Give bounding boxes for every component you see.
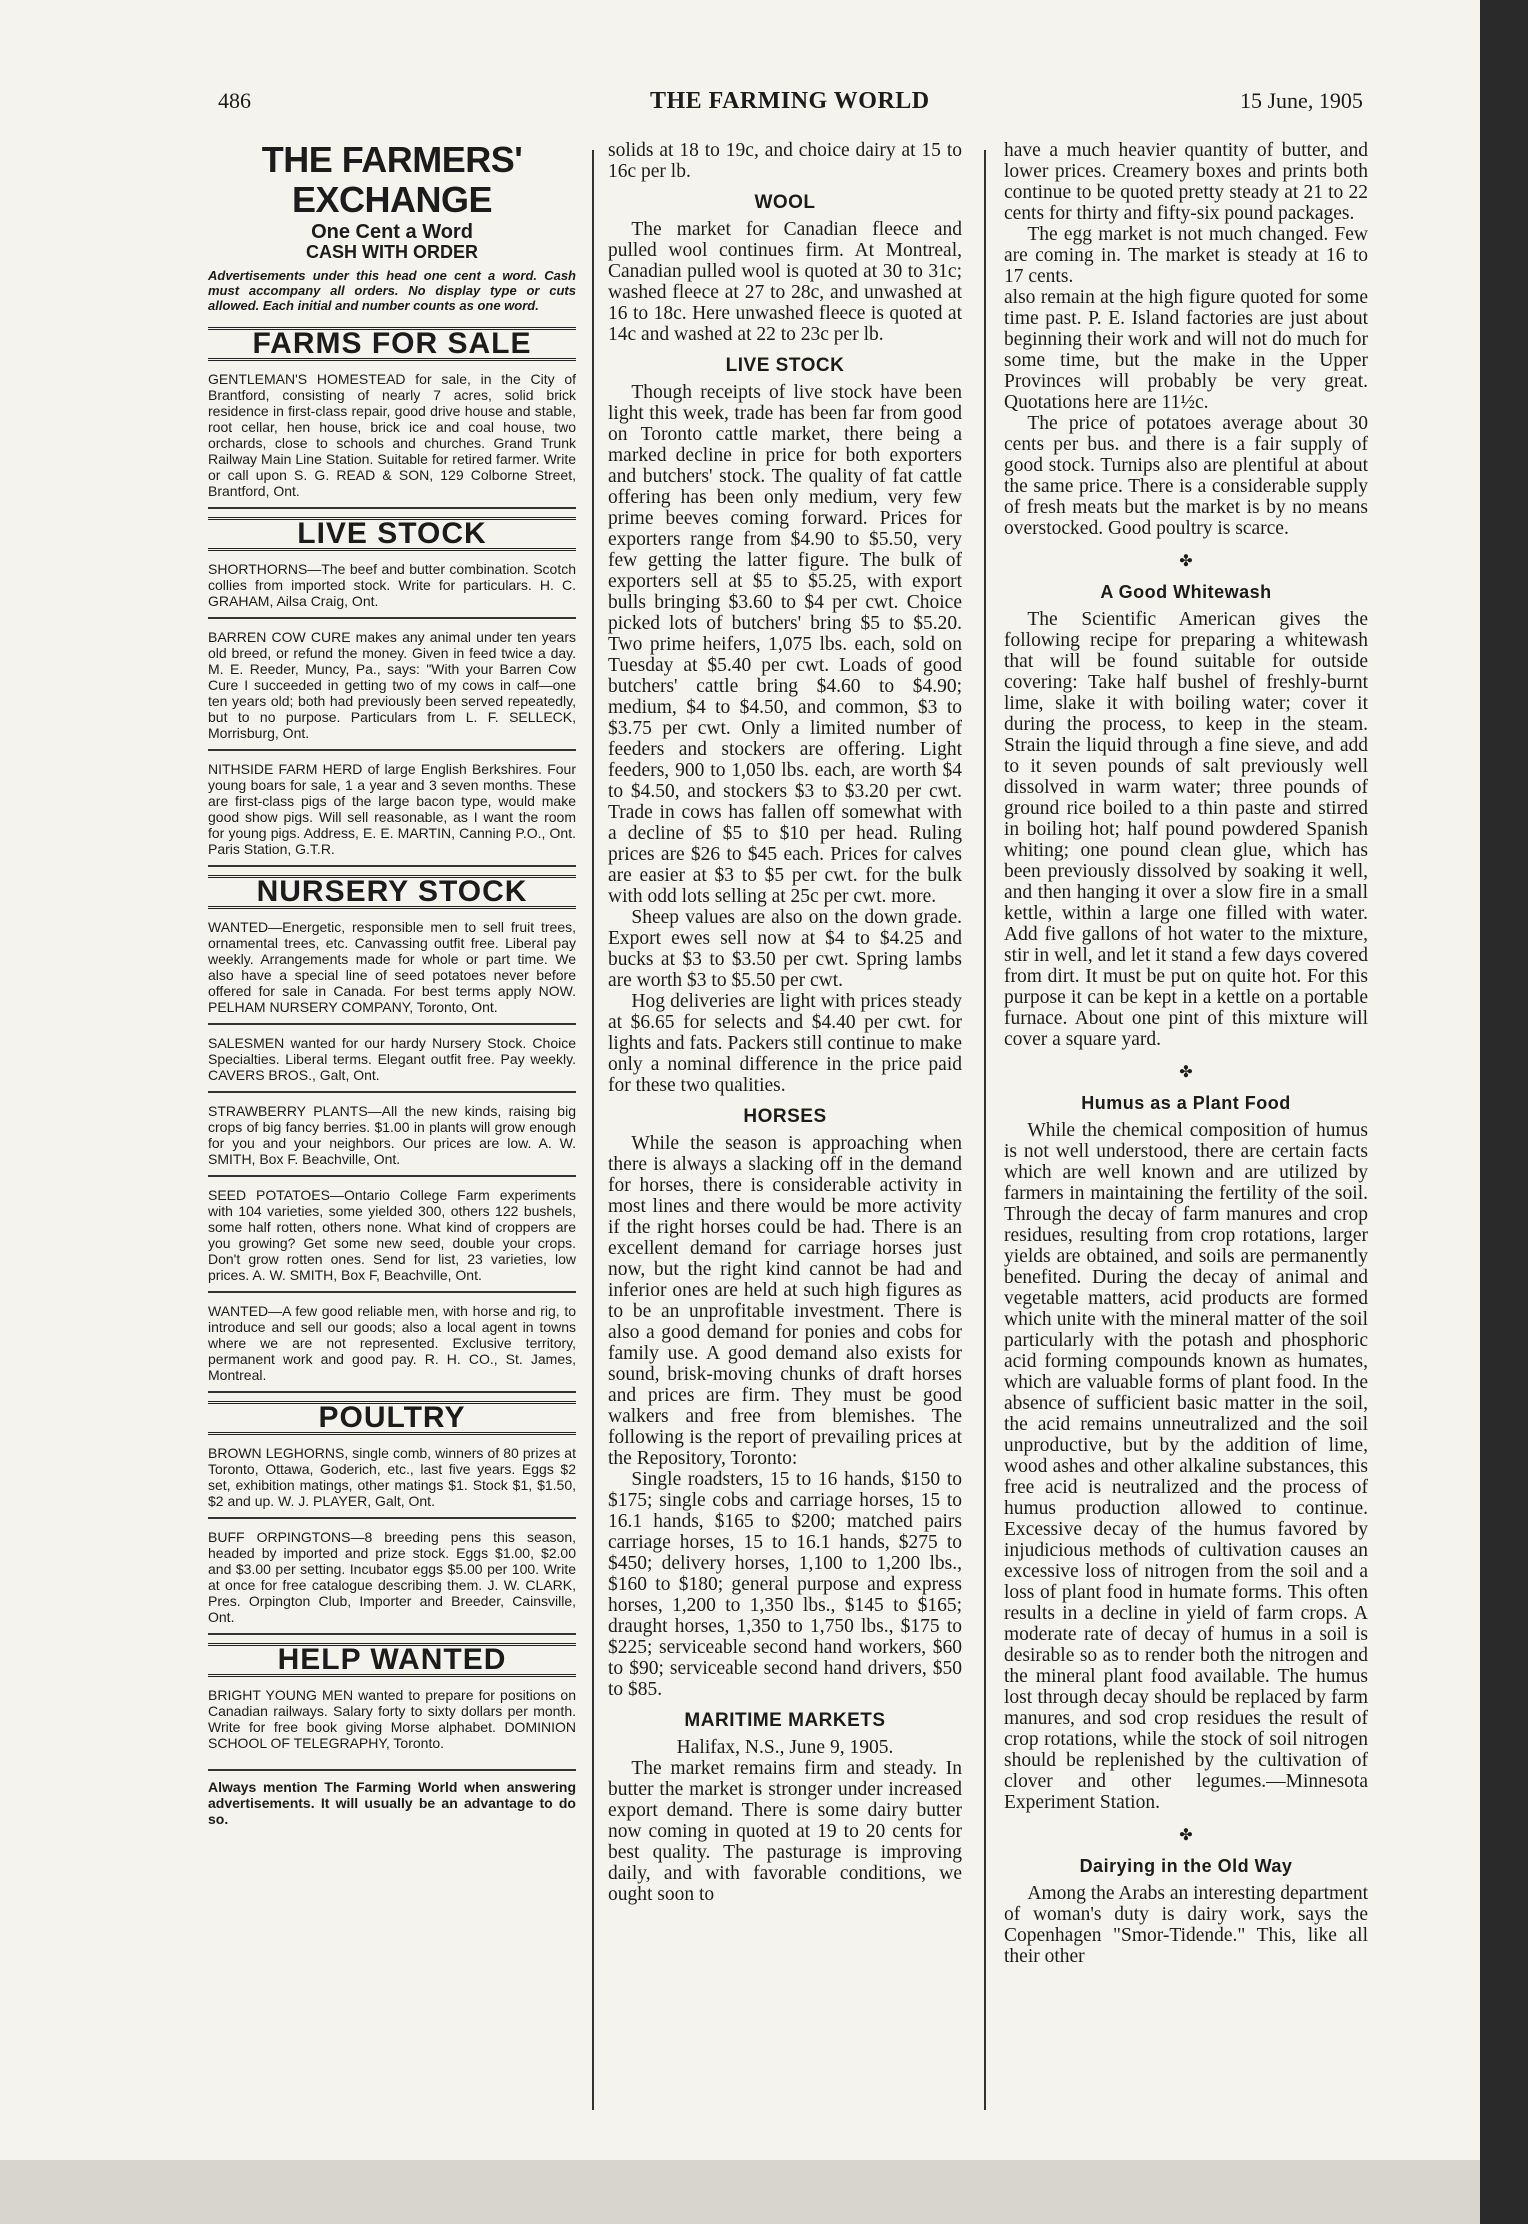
classified-ad: SHORTHORNS—The beef and butter combination. Scotch collies from imported stock. Write for particulars. H. C. GRAHAM, Ailsa Craig, Ont. — [208, 551, 576, 619]
classified-ad: SEED POTATOES—Ontario College Farm experiments with 104 varieties, some yielded 300, others 122 bushels, some half rotten, others none. What kind of croppers are you growing? Get some new seed, double your crops. Don't grow rotten ones. Send for list, 23 varieties, low prices. A. W. SMITH, Box F, Beachville, Ont. — [208, 1177, 576, 1293]
humus-text: While the chemical composition of humus is not well understood, there are certain facts which are well known and are utilized by farmers in maintaining the fertility of the soil. Through the decay of farm manures and crop residues, resulting from crop rotations, larger yields are obtained, and soils are permanently benefited. During the decay of animal and vegetable matters, acid products are formed which unite with the mineral matter of the soil particularly with the potash and phosphoric acid forming compounds known as humates, which are valuable forms of plant food. In the absence of sufficient basic matter in the soil, the acid remains unneutralized and the soil unproductive, but by the addition of lime, wood ashes and other alkaline substances, this free acid is neutralized and the process of humus production allowed to continue. Excessive decay of the humus favored by injudicious methods of cultivation causes an excessive loss of nitrogen from the soil and a loss of plant food in humate forms. This often results in a decline in yield of farm crops. A moderate rate of decay of humus in a soil is desirable so as to render both the nitrogen and the mineral plant food available. The humus lost through decay should be replaced by farm manures, and sod crop residues the result of crop rotations, while the stock of soil nitrogen should be replenished by the cultivation of clover and other legumes.—Minnesota Experiment Station. — [1004, 1120, 1368, 1813]
maritime-dateline: Halifax, N.S., June 9, 1905. — [676, 1737, 894, 1758]
column-rule — [592, 150, 594, 2110]
wool-text: The market for Canadian fleece and pulled wool continues firm. At Montreal, Canadian pulled wool is quoted at 30 to 31c; washed fleece at 27 to 28c, and unwashed at 16 to 18c. Here unwashed fleece is quoted at 14c and washed at 22 to 23c per lb. — [608, 219, 962, 345]
section-separator: ✤ — [1179, 553, 1193, 570]
classified-ad: BROWN LEGHORNS, single comb, winners of 80 prizes at Toronto, Ottawa, Goderich, etc., last five years. Eggs $2 set, exhibition matings, other matings $1. Stock $1, $1.50, $2 and up. W. J. PLAYER, Galt, Ont. — [208, 1435, 576, 1519]
humus-heading: Humus as a Plant Food — [1081, 1093, 1291, 1113]
potatoes-paragraph: The price of potatoes average about 30 cents per bus. and there is a fair supply of good stock. Turnips also are plentiful at about the same price. There is a considerable supply of fresh meats but the market is by no means overstocked. Good poultry is scarce. — [1004, 413, 1368, 539]
horses-heading: HORSES — [743, 1106, 827, 1127]
livestock-paragraph: Sheep values are also on the down grade. Export ewes sell now at $4 to $4.25 and bucks at $3 to $3.50 per cwt. Spring lambs are worth $3 to $5.50 per cwt. — [608, 907, 962, 991]
articles-column — [1004, 140, 1368, 1967]
scan-edge-bottom — [0, 2160, 1480, 2224]
horses-paragraph: While the season is approaching when there is always a slacking off in the demand for horses, there is considerable activity in most lines and there would be more activity if the right horses could be had. There is an excellent demand for carriage horses just now, but the right kind cannot be had and inferior ones are held at such high figures as to be an unprofitable investment. There is also a good demand for ponies and cobs for family use. A good demand also exists for sound, brisk-moving chunks of draft horses and prices are firm. They must be good walkers and free from blemishes. The following is the report of prevailing prices at the Repository, Toronto: — [608, 1133, 962, 1469]
poultry-heading: POULTRY — [208, 1401, 576, 1435]
classified-ad: WANTED—A few good reliable men, with horse and rig, to introduce and sell our goods; also a local agent in towns where we are not represented. Exclusive territory, permanent work and good pay. R. H. CO., St. James, Montreal. — [208, 1293, 576, 1393]
section-separator: ✤ — [1179, 1827, 1193, 1844]
horses-paragraph: Single roadsters, 15 to 16 hands, $150 to $175; single cobs and carriage horses, 15 to 16.1 hands, $165 to $200; matched pairs carriage horses, 15 to 16.1 hands, $275 to $450; delivery horses, 1,100 to 1,200 lbs., $160 to $180; general purpose and express horses, 1,200 to 1,350 lbs., $145 to $165; draught horses, 1,350 to 1,750 lbs., $175 to $225; serviceable second hand workers, $60 to $90; serviceable second hand drivers, $50 to $85. — [608, 1469, 962, 1700]
classifieds-column — [208, 140, 576, 1827]
exchange-rate: One Cent a Word — [311, 221, 473, 243]
wool-heading: WOOL — [754, 192, 816, 213]
publication-title: THE FARMING WORLD — [650, 88, 930, 114]
classified-ad: STRAWBERRY PLANTS—All the new kinds, raising big crops of big fancy berries. $1.00 in plants will grow enough for you and your neighbors. Our prices are low. A. W. SMITH, Box F. Beachville, Ont. — [208, 1093, 576, 1177]
butter-paragraph: have a much heavier quantity of butter, and lower prices. Creamery boxes and prints both continue to be quoted pretty steady at 21 to 22 cents for thirty and fifty-six pound packages. — [1004, 140, 1368, 224]
livestock-ads-heading: LIVE STOCK — [208, 517, 576, 551]
market-column — [608, 140, 962, 1905]
column-rule — [984, 150, 986, 2110]
egg-paragraph: The egg market is not much changed. Few are coming in. The market is steady at 16 to 17 cents. — [1004, 224, 1368, 287]
livestock-paragraph: Though receipts of live stock have been light this week, trade has been far from good on Toronto cattle market, there being a marked decline in price for both exporters and butchers' stock. The quality of fat cattle offering has been only medium, very few prime beeves coming forward. Prices for exporters range from $4.90 to $5.50, very few getting the latter figure. The bulk of exporters sell at $5 to $5.25, with export bulls bringing $3.60 to $4 per cwt. Choice picked lots of butchers' bring $5 to $5.20. Two prime heifers, 1,075 lbs. each, sold on Tuesday at $5.40 per cwt. Loads of good butchers' cattle bring $4.60 to $4.90; medium, $4 to $4.50, and common, $3 to $3.75 per cwt. Only a limited number of feeders and stockers are offering. Light feeders, 900 to 1,050 lbs. each, are worth $4 to $4.50, and stockers $3 to $3.20 per cwt. Trade in cows has fallen off somewhat with a decline of $5 to $10 per head. Ruling prices are $26 to $45 each. Prices for calves are easier at $3 to $5 per cwt. for the bulk with odd lots selling at 25c per cwt. more. — [608, 382, 962, 907]
classified-ad: WANTED—Energetic, responsible men to sell fruit trees, ornamental trees, etc. Canvassing outfit free. Liberal pay weekly. Arrangements made for whole or part time. We also have a special line of seed potatoes never before offered for sale in Canada. For best terms apply NOW. PELHAM NURSERY COMPANY, Toronto, Ont. — [208, 909, 576, 1025]
exchange-title: THE FARMERS' EXCHANGE — [261, 139, 523, 220]
livestock-paragraph: Hog deliveries are light with prices steady at $6.65 for selects and $4.40 per cwt. for lights and fats. Packers still continue to make only a nominal difference in the price paid for these two qualities. — [608, 991, 962, 1096]
cheese-paragraph: also remain at the high figure quoted for some time past. P. E. Island factories are just about beginning their work and will not do much for some time, but the make in the Upper Provinces will probably be very great. Quotations here are 11½c. — [1004, 287, 1368, 413]
maritime-text: The market remains firm and steady. In butter the market is stronger under increased export demand. There is some dairy butter now coming in quoted at 19 to 20 cents for best quality. The pasturage is improving daily, and with favorable conditions, we ought soon to — [608, 1758, 962, 1905]
advertising-notice: Always mention The Farming World when answering advertisements. It will usually be an advantage to do so. — [208, 1769, 576, 1827]
classified-ad: SALESMEN wanted for our hardy Nursery Stock. Choice Specialties. Liberal terms. Elegant outfit free. Pay weekly. CAVERS BROS., Galt, Ont. — [208, 1025, 576, 1093]
dairying-text: Among the Arabs an interesting department of woman's duty is dairy work, says the Copenhagen "Smor-Tidende." This, like all their other — [1004, 1883, 1369, 1967]
market-lead: solids at 18 to 19c, and choice dairy at 15 to 16c per lb. — [608, 140, 962, 182]
help-wanted-heading: HELP WANTED — [208, 1643, 576, 1677]
farms-heading: FARMS FOR SALE — [208, 327, 576, 361]
scan-edge-right — [1480, 0, 1528, 2224]
maritime-heading: MARITIME MARKETS — [684, 1710, 886, 1731]
issue-date: 15 June, 1905 — [1240, 88, 1363, 113]
section-separator: ✤ — [1179, 1064, 1193, 1081]
exchange-terms: CASH WITH ORDER — [306, 242, 478, 262]
classified-ad: BUFF ORPINGTONS—8 breeding pens this season, headed by imported and prize stock. Eggs $1.00, $2.00 and $3.00 per setting. Incubator eggs $5.00 per 100. Write at once for free catalogue describing them. J. W. CLARK, Pres. Orpington Club, Importer and Breeder, Cainsville, Ont. — [208, 1519, 576, 1635]
livestock-report-heading: LIVE STOCK — [725, 355, 845, 376]
page-number: 486 — [218, 88, 251, 113]
classified-ad: BRIGHT YOUNG MEN wanted to prepare for positions on Canadian railways. Salary forty to sixty dollars per month. Write for free book giving Morse alphabet. DOMINION SCHOOL OF TELEGRAPHY, Toronto. — [208, 1687, 576, 1751]
whitewash-text: The Scientific American gives the following recipe for preparing a whitewash that will be found suitable for outside covering: Take half bushel of freshly-burnt lime, slake it with boiling water; cover it during the process, to keep in the steam. Strain the liquid through a fine sieve, and add to it seven pounds of salt previously well dissolved in warm water; three pounds of ground rice boiled to a thin paste and stirred in boiling hot; half pound powdered Spanish whiting; one pound clean glue, which has been previously dissolved by soaking it well, and then hanging it over a slow fire in a small kettle, within a large one filled with water. Add five gallons of hot water to the mixture, stir in well, and let it stand a few days covered from dirt. It must be put on quite hot. For this purpose it can be kept in a kettle on a portable furnace. About one pint of this mixture will cover a square yard. — [1004, 609, 1368, 1050]
nursery-heading: NURSERY STOCK — [208, 875, 576, 909]
classified-ad: NITHSIDE FARM HERD of large English Berkshires. Four young boars for sale, 1 a year and 3 seven months. These are first-class pigs of the large bacon type, would make good show pigs. Will sell reasonable, as I want the room for young pigs. Address, E. E. MARTIN, Canning P.O., Ont. Paris Station, G.T.R. — [208, 751, 576, 867]
classified-ad: GENTLEMAN'S HOMESTEAD for sale, in the City of Brantford, consisting of nearly 7 acres, solid brick residence in first-class repair, good drive house and stable, root cellar, hen house, brick ice and coal house, two orchards, close to schools and churches. Grand Trunk Railway Main Line Station. Suitable for retired farmer. Write or call upon S. G. READ & SON, 129 Colborne Street, Brantford, Ont. — [208, 361, 576, 509]
dairying-heading: Dairying in the Old Way — [1079, 1856, 1293, 1876]
whitewash-heading: A Good Whitewash — [1100, 582, 1272, 602]
exchange-intro: Advertisements under this head one cent a word. Cash must accompany all orders. No display type or cuts allowed. Each initial and number counts as one word. — [208, 268, 576, 313]
classified-ad: BARREN COW CURE makes any animal under ten years old breed, or refund the money. Given in feed twice a day. M. E. Reeder, Muncy, Pa., says: "With your Barren Cow Cure I succeeded in getting two of my cows in calf—one ten years old; both had previously been served repeatedly, but to no purpose. Particulars from L. F. SELLECK, Morrisburg, Ont. — [208, 619, 576, 751]
